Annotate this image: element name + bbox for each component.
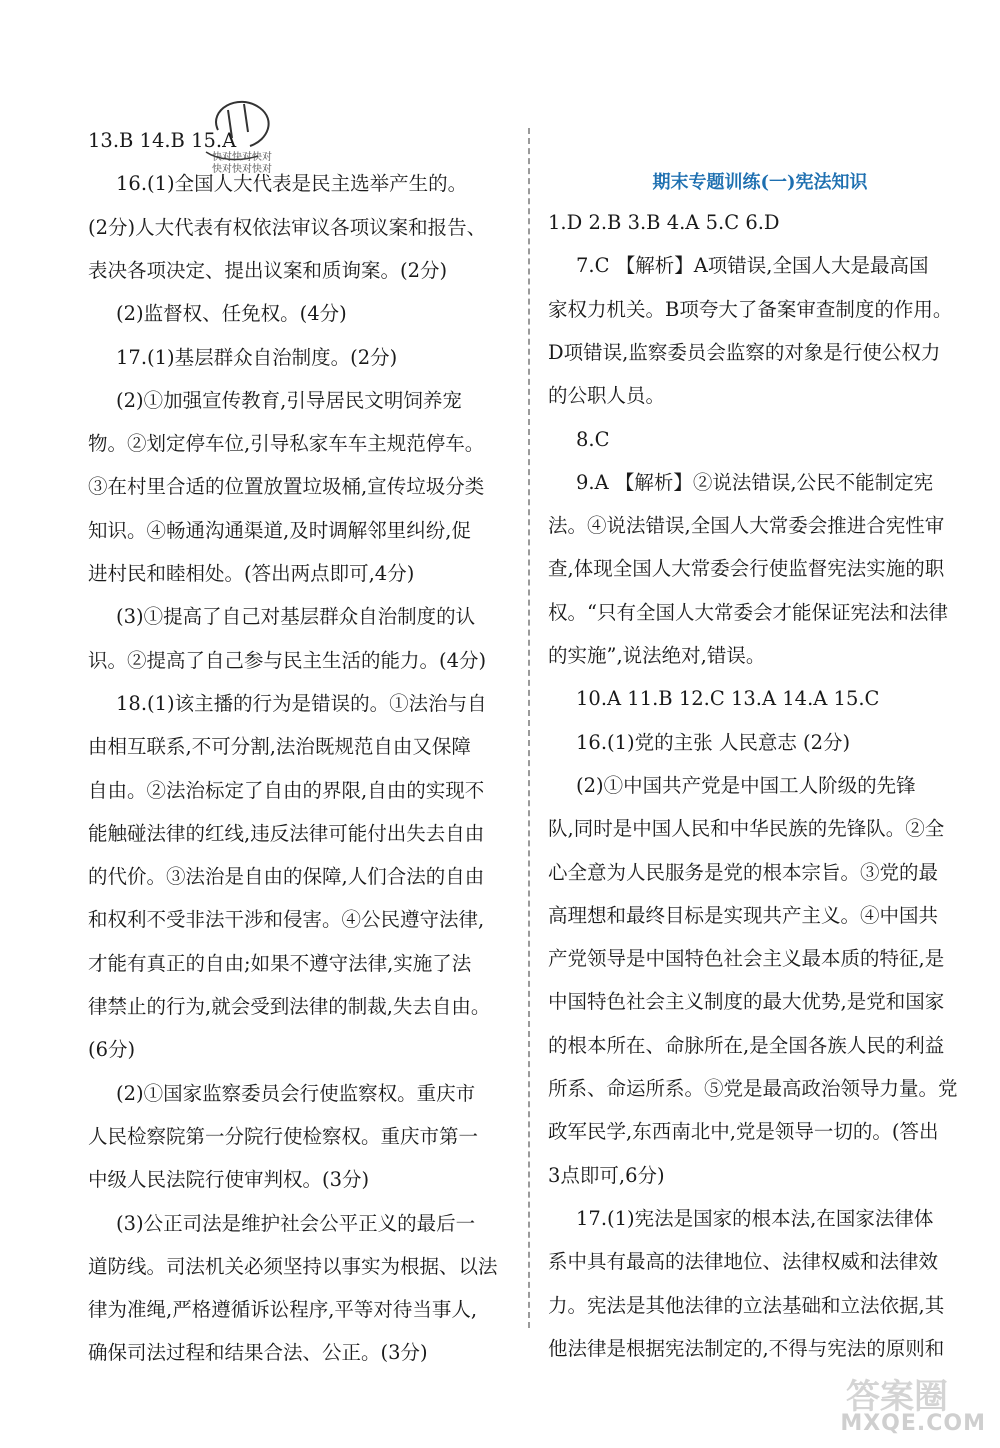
left-line: (6分) <box>88 1038 136 1062</box>
left-line: 中级人民法院行使审判权。(3分) <box>88 1168 370 1192</box>
right-line: 中国特色社会主义制度的最大优势,是党和国家 <box>548 990 945 1014</box>
left-line: 由相互联系,不可分割,法治既规范自由又保障 <box>88 735 471 759</box>
right-line: 16.(1)党的主张 人民意志 (2分) <box>576 730 851 754</box>
right-line: 他法律是根据宪法制定的,不得与宪法的原则和 <box>548 1336 945 1360</box>
left-line: 才能有真正的自由;如果不遵守法律,实施了法 <box>88 951 472 975</box>
right-line: 8.C <box>576 427 610 451</box>
svg-text:答案圈: 答案圈 <box>846 1377 948 1417</box>
left-line: 能触碰法律的红线,违反法律可能付出失去自由 <box>88 821 485 845</box>
right-line: 政军民学,东西南北中,党是领导一切的。(答出 <box>548 1120 939 1144</box>
right-line: 队,同时是中国人民和中华民族的先锋队。②全 <box>548 817 945 841</box>
watermark-url: MXQE.COM <box>840 1411 986 1436</box>
right-line: (2)①中国共产党是中国工人阶级的先锋 <box>576 773 916 797</box>
right-line: 10.A 11.B 12.C 13.A 14.A 15.C <box>576 687 880 711</box>
left-line: 律为准绳,严格遵循诉讼程序,平等对待当事人, <box>88 1298 478 1322</box>
right-line: 所系、命运所系。⑤党是最高政治领导力量。党 <box>548 1077 958 1100</box>
right-line: 17.(1)宪法是国家的根本法,在国家法律体 <box>576 1206 934 1230</box>
left-line: 表决各项决定、提出议案和质询案。(2分) <box>88 258 448 282</box>
right-line: 9.A 【解析】②说法错误,公民不能制定宪 <box>576 470 934 494</box>
left-line: (2)①加强宣传教育,引导居民文明饲养宠 <box>116 388 462 412</box>
right-line: 高理想和最终目标是实现共产主义。④中国共 <box>548 903 939 927</box>
left-line: 道防线。司法机关必须坚持以事实为根据、以法 <box>88 1254 498 1278</box>
left-line: (3)①提高了自己对基层群众自治制度的认 <box>116 605 476 629</box>
left-line: 和权利不受非法干涉和侵害。④公民遵守法律, <box>88 908 485 932</box>
right-line: 的根本所在、命脉所在,是全国各族人民的利益 <box>548 1033 945 1057</box>
stamp-text: 快对快对快对 快对快对快对 <box>212 152 272 175</box>
left-line: 自由。②法治标定了自由的界限,自由的实现不 <box>88 778 485 802</box>
left-line: (2分)人大代表有权依法审议各项议案和报告、 <box>88 215 487 239</box>
left-line: 17.(1)基层群众自治制度。(2分) <box>116 345 398 369</box>
right-line: 3点即可,6分) <box>548 1163 665 1187</box>
right-line: 法。④说法错误,全国人大常委会推进合宪性审 <box>548 514 945 538</box>
right-line: D项错误,监察委员会监察的对象是行使公权力 <box>548 340 941 364</box>
right-line: 心全意为人民服务是党的根本宗旨。③党的最 <box>548 860 939 884</box>
right-line: 力。宪法是其他法律的立法基础和立法依据,其 <box>548 1293 945 1317</box>
right-line: 的公职人员。 <box>548 384 666 408</box>
right-line: 7.C 【解析】A项错误,全国人大是最高国 <box>576 254 929 278</box>
left-line: 进村民和睦相处。(答出两点即可,4分) <box>88 562 415 585</box>
right-line: 权。“只有全国人大常委会才能保证宪法和法律 <box>548 600 948 624</box>
right-line: 产党领导是中国特色社会主义最本质的特征,是 <box>548 947 945 971</box>
left-line: 确保司法过程和结果合法、公正。(3分) <box>88 1341 428 1365</box>
right-line: 家权力机关。B项夸大了备案审查制度的作用。 <box>548 297 953 321</box>
left-line: 13.B 14.B 15.A <box>88 129 237 152</box>
left-line: 物。②划定停车位,引导私家车车主规范停车。 <box>88 432 485 456</box>
right-line: 1.D 2.B 3.B 4.A 5.C 6.D <box>548 211 780 234</box>
left-line: 律禁止的行为,就会受到法律的制裁,失去自由。 <box>88 995 491 1018</box>
right-line: 系中具有最高的法律地位、法律权威和法律效 <box>548 1250 939 1274</box>
left-line: 人民检察院第一分院行使检察权。重庆市第一 <box>88 1124 479 1148</box>
left-line: 知识。④畅通沟通渠道,及时调解邻里纠纷,促 <box>88 518 471 542</box>
left-line: ③在村里合适的位置放置垃圾桶,宣传垃圾分类 <box>88 475 485 499</box>
left-line: (3)公正司法是维护社会公平正义的最后一 <box>116 1211 476 1235</box>
left-line: (2)监督权、任免权。(4分) <box>116 302 347 326</box>
section-title: 期末专题训练(一)宪法知识 <box>652 172 868 193</box>
column-divider <box>528 128 530 1328</box>
left-line: 16.(1)全国人大代表是民主选举产生的。 <box>116 172 468 196</box>
right-line: 的实施”,说法绝对,错误。 <box>548 644 766 667</box>
left-line: 的代价。③法治是自由的保障,人们合法的自由 <box>88 865 485 889</box>
right-line: 查,体现全国人大常委会行使监督宪法实施的职 <box>548 557 945 581</box>
left-line: 18.(1)该主播的行为是错误的。①法治与自 <box>116 691 487 715</box>
left-line: (2)①国家监察委员会行使监察权。重庆市 <box>116 1081 476 1105</box>
left-line: 识。②提高了自己参与民主生活的能力。(4分) <box>88 648 487 672</box>
